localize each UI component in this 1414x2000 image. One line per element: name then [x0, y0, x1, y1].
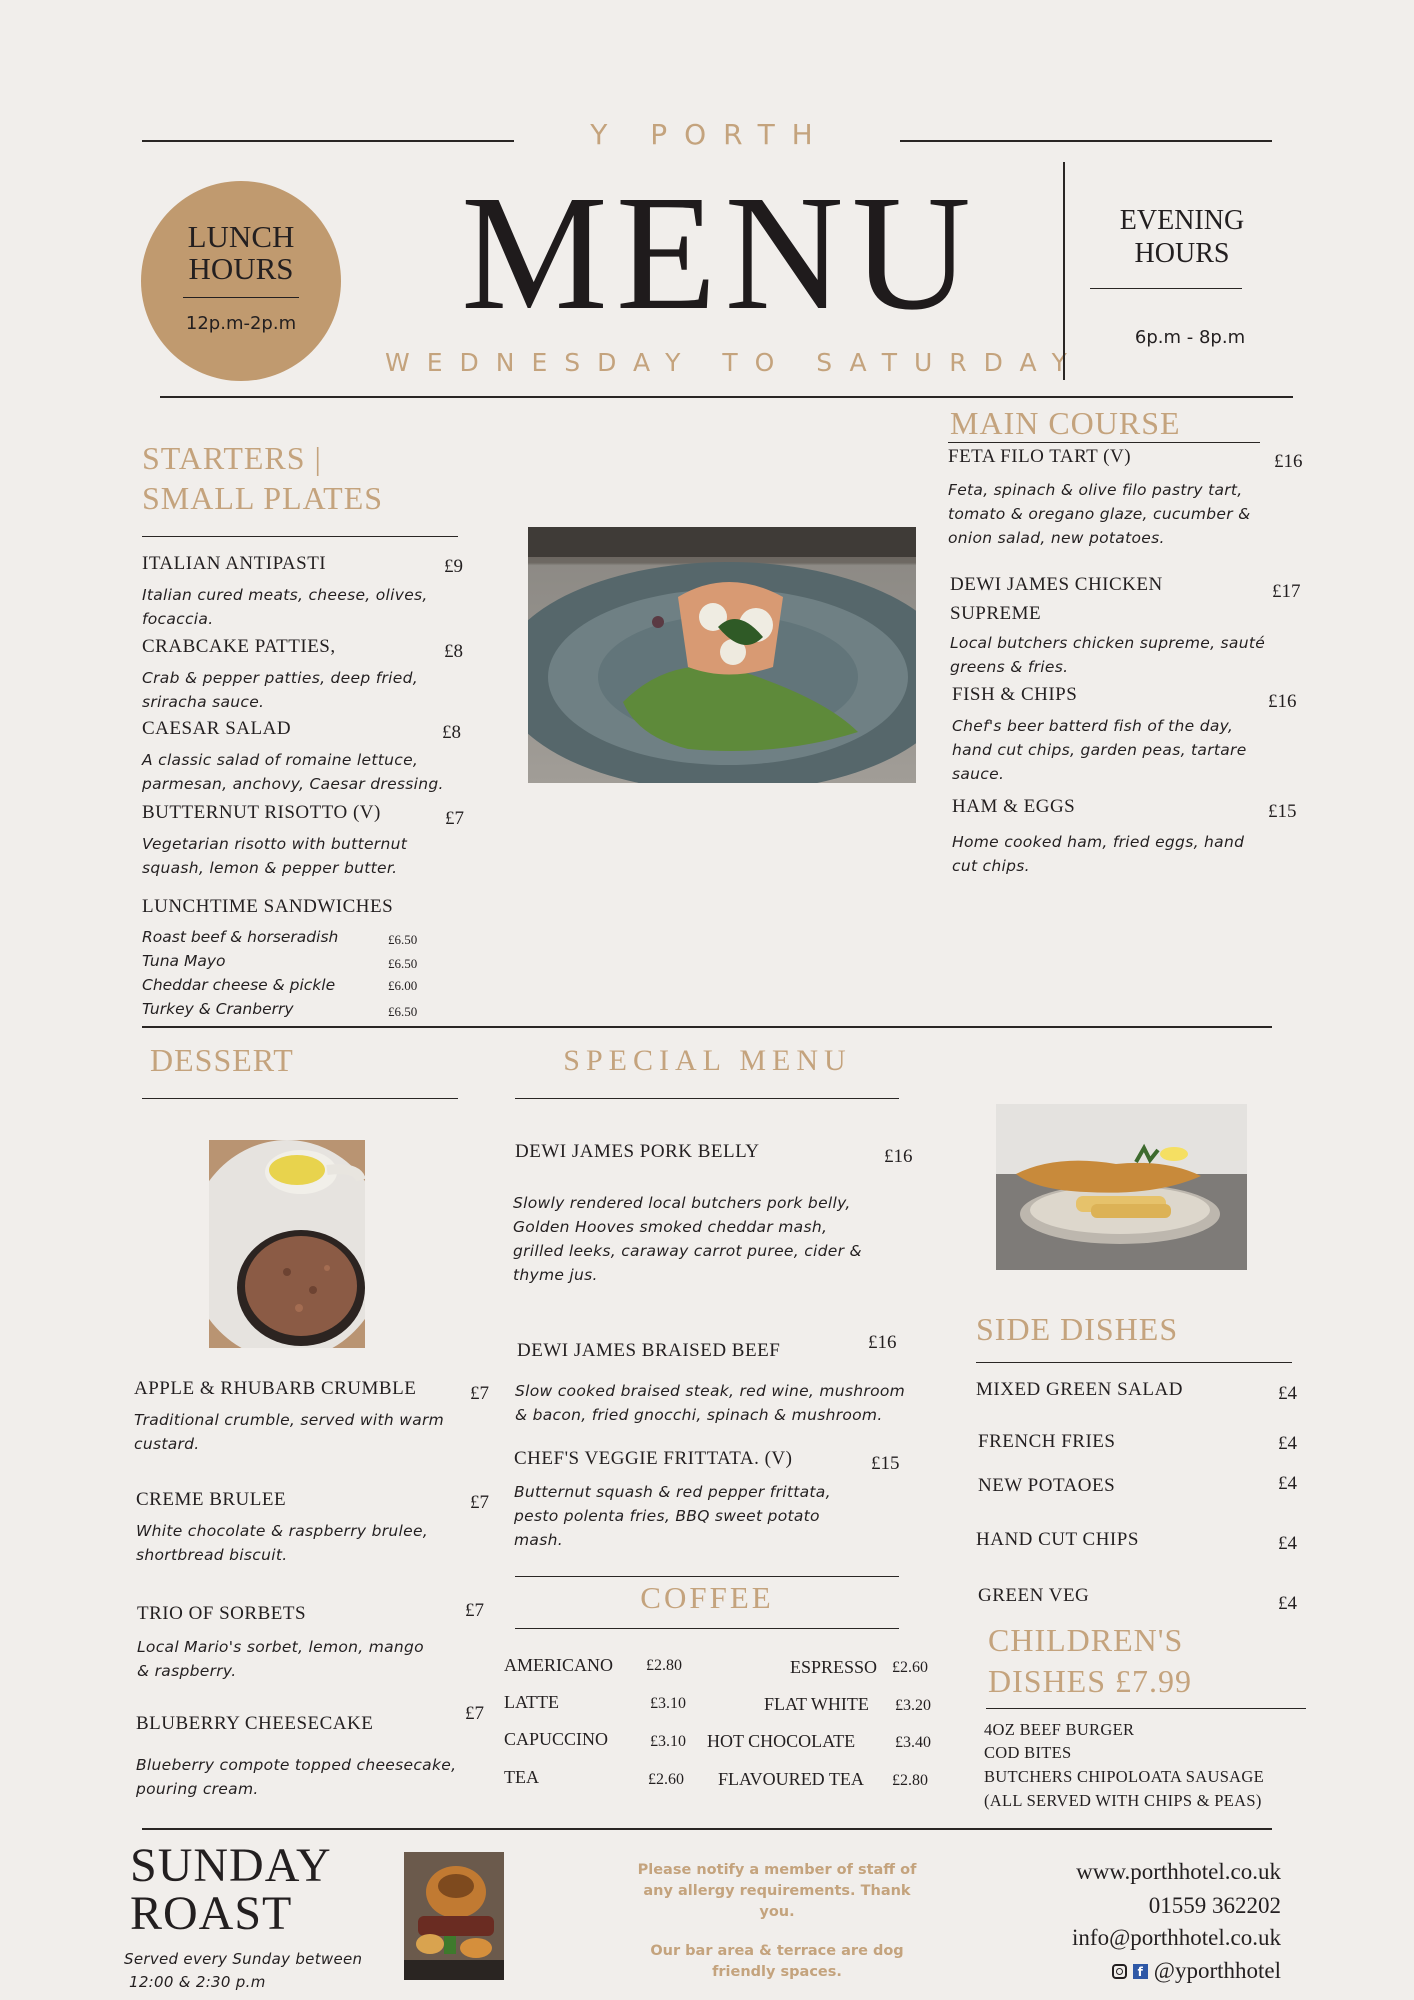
salad-photo	[528, 527, 916, 783]
allergy-notice-line: any allergy requirements. Thank	[643, 1883, 911, 1899]
main-name: FISH & CHIPS	[952, 684, 1078, 705]
coffee-bottom-rule	[515, 1628, 899, 1629]
allergy-notice-line: Please notify a member of staff of	[637, 1862, 917, 1878]
venue-name: Y PORTH	[590, 118, 830, 151]
side-dishes-title: SIDE DISHES	[976, 1311, 1179, 1347]
sandwich-price: £6.00	[388, 978, 418, 993]
main-price: £17	[1272, 581, 1301, 602]
side-name: MIXED GREEN SALAD	[976, 1379, 1183, 1400]
coffee-top-rule	[515, 1576, 899, 1577]
email-link[interactable]: info@porthhotel.co.uk	[1072, 1925, 1281, 1950]
children-item: BUTCHERS CHIPOLOATA SAUSAGE	[984, 1767, 1264, 1786]
mid-rule	[142, 1026, 1272, 1028]
main-name: FETA FILO TART (V)	[948, 446, 1132, 467]
sandwiches-title: LUNCHTIME SANDWICHES	[142, 896, 394, 917]
special-name: DEWI JAMES PORK BELLY	[515, 1141, 760, 1162]
dessert-price: £7	[465, 1703, 484, 1724]
children-item: COD BITES	[984, 1743, 1072, 1762]
coffee-name: LATTE	[504, 1692, 559, 1712]
starter-price: £7	[445, 808, 464, 829]
coffee-price: £3.10	[650, 1733, 686, 1750]
dessert-price: £7	[470, 1383, 489, 1404]
main-course-title: MAIN COURSE	[950, 405, 1181, 441]
header-rule-right	[900, 140, 1272, 142]
sandwich-price: £6.50	[388, 932, 418, 947]
side-price: £4	[1278, 1383, 1297, 1404]
main-desc: tomato & oregano glaze, cucumber &	[948, 505, 1251, 523]
dessert-price: £7	[470, 1492, 489, 1513]
coffee-price: £2.60	[648, 1771, 684, 1788]
main-desc: hand cut chips, garden peas, tartare	[952, 741, 1247, 759]
coffee-name: CAPUCCINO	[504, 1729, 609, 1749]
sandwich-name: Turkey & Cranberry	[142, 1000, 294, 1018]
sandwich-name: Roast beef & horseradish	[142, 928, 339, 946]
special-price: £16	[884, 1146, 913, 1167]
header-vertical-divider	[1063, 162, 1065, 380]
special-title-rule	[515, 1098, 899, 1099]
coffee-price: £2.80	[646, 1657, 682, 1674]
side-name: NEW POTAOES	[978, 1475, 1116, 1496]
main-desc: cut chips.	[952, 857, 1030, 875]
dessert-title-rule	[142, 1098, 458, 1099]
salad-photo-illustration	[528, 527, 916, 783]
starters-title-rule	[142, 536, 458, 537]
children-title-line1: CHILDREN'S	[988, 1622, 1184, 1658]
allergy-notice-line: you.	[759, 1904, 795, 1920]
fish-chips-photo-illustration	[996, 1104, 1247, 1270]
main-name: HAM & EGGS	[952, 796, 1076, 817]
starter-price: £8	[444, 641, 463, 662]
special-menu-title: SPECIAL MENU	[563, 1044, 852, 1077]
header-rule-left	[142, 140, 514, 142]
children-title-line2: DISHES £7.99	[988, 1663, 1193, 1699]
dessert-desc: Traditional crumble, served with warm	[134, 1411, 445, 1429]
coffee-name: FLAT WHITE	[764, 1694, 869, 1714]
dessert-title: DESSERT	[150, 1042, 294, 1078]
dessert-name: CREME BRULEE	[136, 1489, 287, 1510]
side-dishes-rule	[976, 1362, 1292, 1363]
side-price: £4	[1278, 1533, 1297, 1554]
days-subtitle: WEDNESDAY TO SATURDAY	[385, 348, 1084, 377]
children-item: (ALL SERVED WITH CHIPS & PEAS)	[984, 1791, 1262, 1810]
special-desc: Slow cooked braised steak, red wine, mushroom	[515, 1382, 906, 1400]
coffee-title: COFFEE	[640, 1580, 774, 1615]
social-handle-text: @yporthhotel	[1153, 1958, 1281, 1983]
sunday-roast-photo-illustration	[404, 1852, 504, 1980]
main-name: DEWI JAMES CHICKEN	[950, 574, 1163, 595]
social-handle[interactable]	[1112, 1958, 1281, 1984]
dog-notice-line: Our bar area & terrace are dog	[650, 1943, 904, 1959]
crumble-photo	[209, 1140, 365, 1348]
special-desc: Slowly rendered local butchers pork belly,	[513, 1194, 851, 1212]
main-desc: Chef's beer batterd fish of the day,	[952, 717, 1234, 735]
main-name: SUPREME	[950, 603, 1042, 624]
dessert-price: £7	[465, 1600, 484, 1621]
dessert-name: APPLE & RHUBARB CRUMBLE	[134, 1378, 417, 1399]
facebook-icon[interactable]: f	[1133, 1964, 1148, 1979]
side-name: FRENCH FRIES	[978, 1431, 1116, 1452]
dessert-name: BLUBERRY CHEESECAKE	[136, 1713, 374, 1734]
lunch-divider	[183, 297, 299, 298]
sandwich-name: Cheddar cheese & pickle	[142, 976, 336, 994]
children-rule	[986, 1708, 1306, 1709]
dessert-desc: Blueberry compote topped cheesecake,	[136, 1756, 457, 1774]
main-desc: sauce.	[952, 765, 1005, 783]
lunch-hours-badge	[141, 181, 341, 381]
starter-desc: sriracha sauce.	[142, 693, 265, 711]
side-price: £4	[1278, 1473, 1297, 1494]
sunday-served: Served every Sunday between	[124, 1950, 363, 1968]
main-course-title-rule	[948, 442, 1260, 443]
special-desc: Butternut squash & red pepper frittata,	[514, 1483, 831, 1501]
coffee-price: £3.20	[895, 1697, 931, 1714]
special-desc: & bacon, fried gnocchi, spinach & mushroom.	[515, 1406, 883, 1424]
footer-rule	[142, 1828, 1272, 1830]
sandwich-price: £6.50	[388, 1004, 418, 1019]
sandwich-price: £6.50	[388, 956, 418, 971]
special-price: £15	[871, 1453, 900, 1474]
starter-name: CRABCAKE PATTIES,	[142, 636, 336, 657]
main-desc: Local butchers chicken supreme, sauté	[950, 634, 1266, 652]
crumble-photo-illustration	[209, 1140, 365, 1348]
coffee-price: £3.10	[650, 1695, 686, 1712]
coffee-name: HOT CHOCOLATE	[707, 1731, 856, 1751]
sandwich-name: Tuna Mayo	[142, 952, 226, 970]
evening-hours-line1: EVENING	[1119, 205, 1245, 236]
starter-desc: Crab & pepper patties, deep fried,	[142, 669, 418, 687]
starter-price: £8	[442, 722, 461, 743]
evening-hours-time: 6p.m - 8p.m	[1134, 327, 1246, 348]
side-name: HAND CUT CHIPS	[976, 1529, 1139, 1550]
coffee-price: £3.40	[895, 1734, 931, 1751]
lunch-hours-line2: HOURS	[188, 251, 294, 286]
starter-name: ITALIAN ANTIPASTI	[142, 553, 327, 574]
coffee-name: ESPRESSO	[790, 1657, 878, 1677]
sunday-roast-photo	[404, 1852, 504, 1980]
dog-notice-line: friendly spaces.	[712, 1964, 842, 1980]
main-price: £16	[1268, 691, 1297, 712]
special-desc: grilled leeks, caraway carrot puree, cider &	[513, 1242, 862, 1260]
starters-title-line2: SMALL PLATES	[142, 480, 384, 516]
sunday-served: 12:00 & 2:30 p.m	[129, 1973, 266, 1991]
dog-friendly-notice	[612, 1941, 942, 1983]
starter-desc: focaccia.	[142, 610, 214, 628]
side-price: £4	[1278, 1433, 1297, 1454]
dessert-desc: custard.	[134, 1435, 200, 1453]
main-price: £16	[1274, 451, 1303, 472]
lunch-hours-time: 12p.m-2p.m	[185, 313, 297, 334]
header-bottom-rule	[160, 396, 1293, 398]
evening-divider	[1090, 288, 1242, 289]
phone-number[interactable]: 01559 362202	[1148, 1893, 1281, 1918]
starter-name: CAESAR SALAD	[142, 718, 292, 739]
main-desc: greens & fries.	[950, 658, 1069, 676]
starter-desc: parmesan, anchovy, Caesar dressing.	[142, 775, 444, 793]
main-desc: Home cooked ham, fried eggs, hand	[952, 833, 1245, 851]
coffee-price: £2.80	[892, 1772, 928, 1789]
special-name: DEWI JAMES BRAISED BEEF	[517, 1340, 781, 1361]
website-link[interactable]: www.porthhotel.co.uk	[1076, 1859, 1281, 1884]
special-name: CHEF'S VEGGIE FRITTATA. (V)	[514, 1448, 793, 1469]
main-desc: onion salad, new potatoes.	[948, 529, 1165, 547]
children-item: 4OZ BEEF BURGER	[984, 1720, 1135, 1739]
instagram-icon[interactable]	[1112, 1964, 1127, 1979]
evening-hours-line2: HOURS	[1134, 238, 1230, 269]
special-desc: mash.	[514, 1531, 563, 1549]
sunday-roast-line2: ROAST	[130, 1887, 293, 1940]
fish-chips-photo	[996, 1104, 1247, 1270]
dessert-desc: White chocolate & raspberry brulee,	[136, 1522, 429, 1540]
dessert-desc: shortbread biscuit.	[136, 1546, 288, 1564]
special-desc: pesto polenta fries, BBQ sweet potato	[514, 1507, 820, 1525]
side-price: £4	[1278, 1593, 1297, 1614]
starters-title-line1: STARTERS |	[142, 440, 322, 476]
starter-desc: Vegetarian risotto with butternut	[142, 835, 408, 853]
dessert-desc: pouring cream.	[136, 1780, 259, 1798]
lunch-hours-line1: LUNCH	[187, 219, 295, 254]
special-desc: thyme jus.	[513, 1266, 598, 1284]
coffee-price: £2.60	[892, 1659, 928, 1676]
special-price: £16	[868, 1332, 897, 1353]
starter-name: BUTTERNUT RISOTTO (V)	[142, 802, 381, 823]
coffee-name: AMERICANO	[504, 1655, 614, 1675]
menu-title: MENU	[461, 161, 979, 344]
coffee-name: FLAVOURED TEA	[718, 1769, 864, 1789]
main-desc: Feta, spinach & olive filo pastry tart,	[948, 481, 1243, 499]
starter-desc: A classic salad of romaine lettuce,	[142, 751, 419, 769]
dessert-desc: & raspberry.	[137, 1662, 237, 1680]
starter-desc: Italian cured meats, cheese, olives,	[142, 586, 428, 604]
dessert-name: TRIO OF SORBETS	[137, 1603, 307, 1624]
starter-price: £9	[444, 556, 463, 577]
main-price: £15	[1268, 801, 1297, 822]
special-desc: Golden Hooves smoked cheddar mash,	[513, 1218, 828, 1236]
sunday-roast-line1: SUNDAY	[130, 1839, 332, 1892]
dessert-desc: Local Mario's sorbet, lemon, mango	[137, 1638, 424, 1656]
coffee-name: TEA	[504, 1767, 539, 1787]
allergy-notice	[612, 1860, 942, 1923]
side-name: GREEN VEG	[978, 1585, 1090, 1606]
starter-desc: squash, lemon & pepper butter.	[142, 859, 398, 877]
